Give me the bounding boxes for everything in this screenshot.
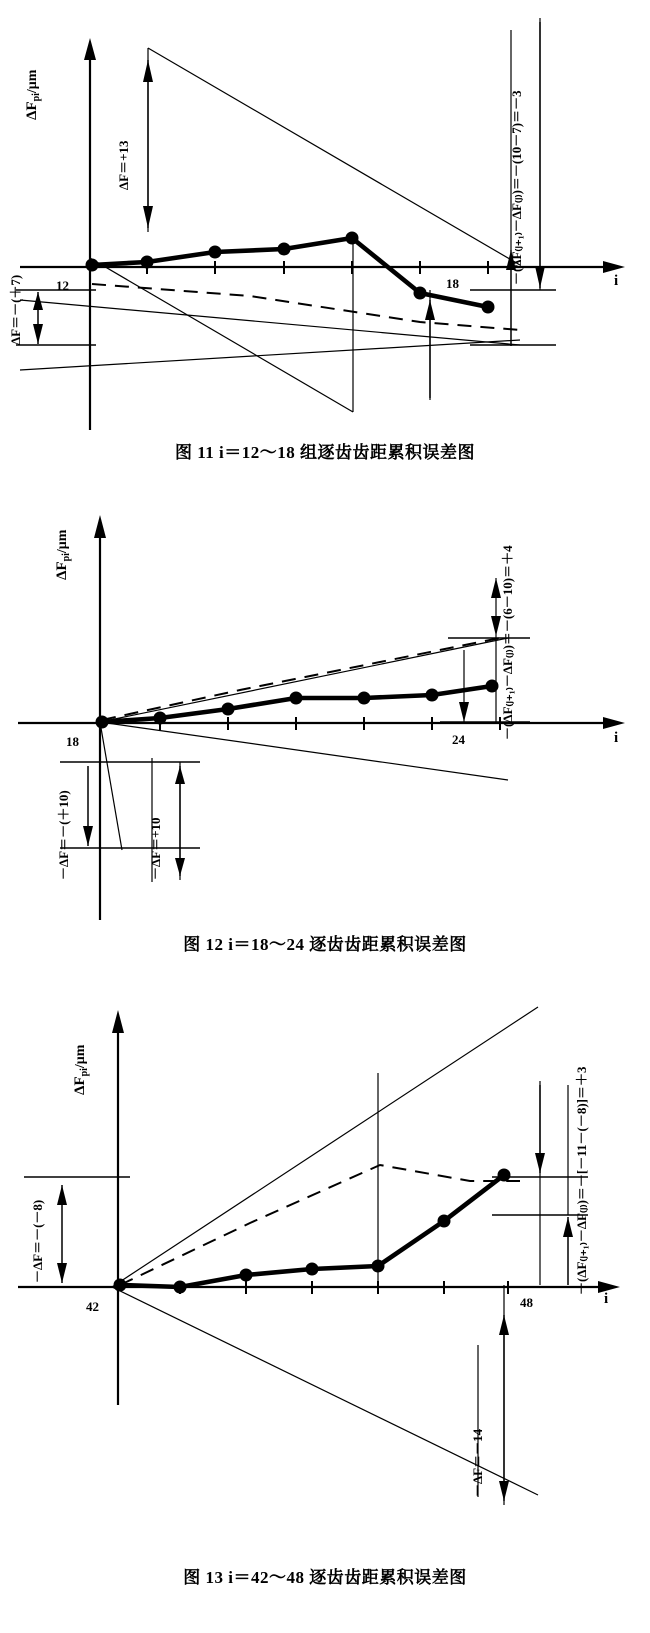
envelope-line-left xyxy=(100,722,122,850)
figure-11-caption: 图 11 i＝12～18 组逐齿齿距累积误差图 xyxy=(174,443,476,462)
data-point xyxy=(86,259,99,272)
y-axis-label: $\Delta F_{pi}/\mu m$ xyxy=(72,1044,90,1095)
annotation-inner: －ΔF＝+10 xyxy=(148,817,163,880)
data-point xyxy=(482,301,495,314)
envelope-line-lower xyxy=(100,722,508,780)
annotation-inner: ΔF＝+13 xyxy=(116,140,131,190)
dim-arrow-up-mid xyxy=(425,300,435,320)
dim-arrow-down-right xyxy=(535,266,545,288)
y-axis-arrowhead xyxy=(94,515,106,538)
dashed-reference-curve xyxy=(102,638,500,720)
data-point xyxy=(96,716,109,729)
dim-arrow-down-left xyxy=(83,826,93,846)
data-point xyxy=(438,1215,451,1228)
envelope-line-upper xyxy=(100,638,508,722)
tick-label-end: 48 xyxy=(520,1295,533,1310)
data-point xyxy=(426,689,439,702)
x-axis-arrowhead xyxy=(598,1281,620,1293)
dim-arrow-up xyxy=(143,60,153,82)
y-axis-label: $\Delta F_{pi}/\mu m$ xyxy=(54,529,72,580)
dim-arrow-up-right xyxy=(563,1217,573,1237)
figure-12-plot xyxy=(0,490,650,930)
figure-13-caption: 图 13 i＝42～48 逐齿齿距累积误差图 xyxy=(183,1568,467,1587)
data-point xyxy=(346,232,359,245)
annotation-right: －(ΔF₍ⱼ₊₁₎－ΔF₍ⱼ₎)＝－[－11－(－8)]＝＋3 xyxy=(574,1066,589,1295)
data-point xyxy=(290,692,303,705)
data-point xyxy=(114,1279,127,1292)
data-point xyxy=(141,256,154,269)
tick-label-start: 12 xyxy=(56,278,69,293)
annotation-left: －ΔF＝－(－8) xyxy=(30,1199,45,1283)
dim-arrow-up-right xyxy=(459,702,469,722)
dim-arrow-down-bottom xyxy=(499,1481,509,1501)
dim-arrow-up-left xyxy=(57,1185,67,1205)
envelope-line-upper xyxy=(148,48,520,265)
data-point xyxy=(278,243,291,256)
y-axis-arrowhead xyxy=(112,1010,124,1033)
figure-12-caption: 图 12 i＝18～24 逐齿齿距累积误差图 xyxy=(183,935,467,954)
data-point xyxy=(174,1281,187,1294)
envelope-line-lower xyxy=(90,258,353,412)
tick-label-end: 24 xyxy=(452,732,465,747)
tick-label-start: 18 xyxy=(66,734,79,749)
x-axis-arrowhead xyxy=(603,261,625,273)
x-axis-label: i xyxy=(614,273,619,289)
figure-11 xyxy=(0,0,650,480)
figure-13-plot xyxy=(0,985,650,1555)
dim-arrow-down-left xyxy=(33,324,43,344)
data-point xyxy=(240,1269,253,1282)
annotation-right: －(ΔF₍ⱼ₊₁₎－ΔF₍ⱼ₎)＝－(6－10)＝＋4 xyxy=(500,545,515,740)
x-axis-label: i xyxy=(614,730,619,746)
data-point xyxy=(358,692,371,705)
annotation-left: ΔF＝－(＋7) xyxy=(8,274,23,345)
annotation-left: －ΔF＝－(＋10) xyxy=(56,790,71,880)
dim-arrow-up-inner xyxy=(175,766,185,784)
tick-label-start: 42 xyxy=(86,1299,99,1314)
x-axis-label: i xyxy=(604,1291,609,1307)
data-point xyxy=(306,1263,319,1276)
dim-arrow-up-bottom xyxy=(499,1315,509,1335)
figure-12 xyxy=(0,490,650,970)
lower-reference-line-2 xyxy=(20,300,520,345)
annotation-inner: －ΔF＝－14 xyxy=(470,1428,485,1497)
dim-arrow-down xyxy=(143,206,153,228)
data-point xyxy=(372,1260,385,1273)
dim-arrow-down-inner xyxy=(175,858,185,876)
data-point xyxy=(486,680,499,693)
data-point xyxy=(222,703,235,716)
data-point xyxy=(154,712,167,725)
figure-13 xyxy=(0,985,650,1605)
figure-11-plot xyxy=(0,0,650,440)
y-axis-arrowhead xyxy=(84,38,96,60)
dim-arrow-down-left xyxy=(57,1263,67,1283)
x-axis-arrowhead xyxy=(603,717,625,729)
data-point xyxy=(498,1169,511,1182)
tick-label-end: 18 xyxy=(446,276,459,291)
data-point xyxy=(414,287,427,300)
dim-arrow-down-right xyxy=(535,1153,545,1173)
y-axis-label: $\Delta F_{pi}/\mu m$ xyxy=(24,69,42,120)
envelope-line-upper xyxy=(112,1007,538,1287)
data-point xyxy=(209,246,222,259)
annotation-right: －(ΔF₍ⱼ₊₁₎－ΔF₍ⱼ₎)＝－(10－7)＝－3 xyxy=(509,90,524,285)
